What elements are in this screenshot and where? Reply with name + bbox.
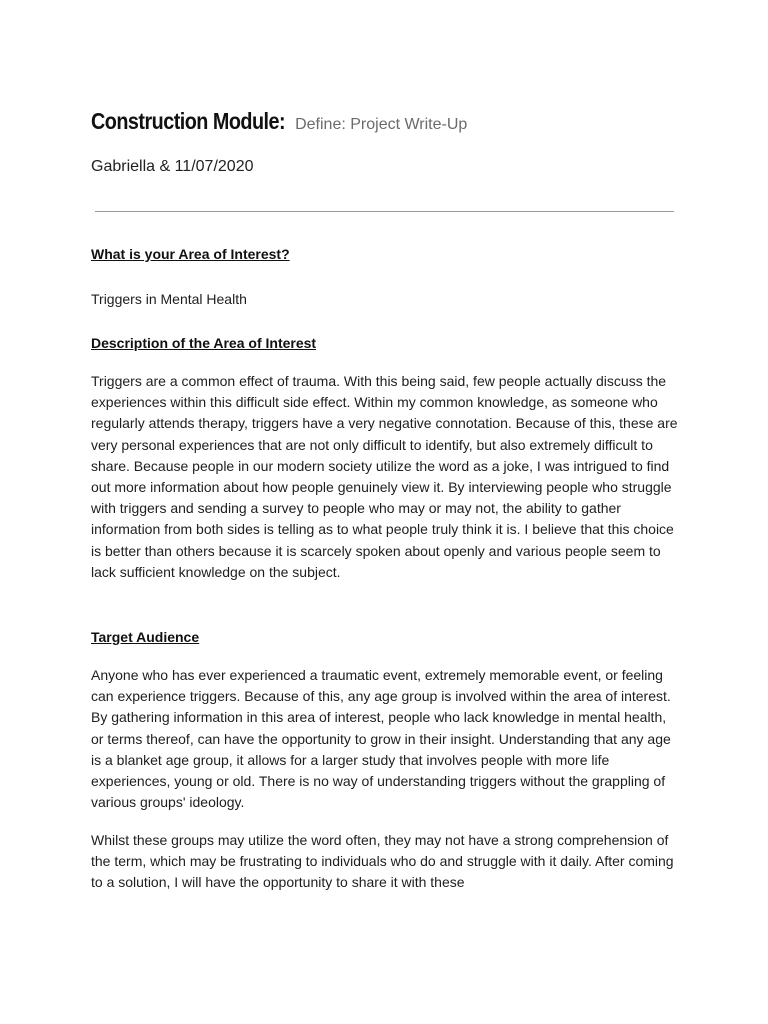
paragraph-text: Anyone who has ever experienced a traumatic event, extremely memorable event, or feeling can experience triggers. Because of this, any age group is involved within the area of interest. By gathering information in this area of interest, people who lack knowledge in mental health, or terms thereof, can have the opportunity to grow in their insight. Understanding that any age is a blanket age group, it allows for a larger study that involves people with more life experiences, young or old. There is no way of understanding triggers without the grappling of various groups' ideology. xyxy=(91,667,671,811)
title-subtitle: Define: Project Write-Up xyxy=(295,116,468,133)
author-date-line: Gabriella & 11/07/2020 xyxy=(91,158,254,175)
document-title xyxy=(91,108,467,135)
paragraph-text: Whilst these groups may utilize the word often, they may not have a strong comprehension of the term, which may be frustrating to individuals who do and struggle with it daily. After coming to a solution, I will have the opportunity to share it with these xyxy=(91,832,674,891)
paragraph-target-audience-continued xyxy=(91,830,681,894)
paragraph-description xyxy=(91,371,681,583)
paragraph-text: Triggers in Mental Health xyxy=(91,291,247,307)
heading-description: Description of the Area of Interest xyxy=(91,335,317,351)
heading-area-of-interest: What is your Area of Interest? xyxy=(91,246,290,262)
title-module: Construction Module: xyxy=(91,108,286,134)
horizontal-divider xyxy=(95,211,674,212)
paragraph-target-audience xyxy=(91,665,681,813)
paragraph-area-of-interest xyxy=(91,289,681,310)
heading-target-audience: Target Audience xyxy=(91,629,200,645)
paragraph-text: Triggers are a common effect of trauma. With this being said, few people actually discuss the experiences within this difficult side effect. Within my common knowledge, as someone who regularly attends therapy, triggers have a very negative connotation. Because of this, these are very personal experiences that are not only difficult to identify, but also extremely difficult to share. Because people in our modern society utilize the word as a joke, I was intrigued to find out more information about how people genuinely view it. By interviewing people who struggle with triggers and sending a survey to people who may or may not, the ability to gather information from both sides is telling as to what people truly think it is. I believe that this choice is better than others because it is scarcely spoken about openly and various people seem to lack sufficient knowledge on the subject. xyxy=(91,373,678,580)
